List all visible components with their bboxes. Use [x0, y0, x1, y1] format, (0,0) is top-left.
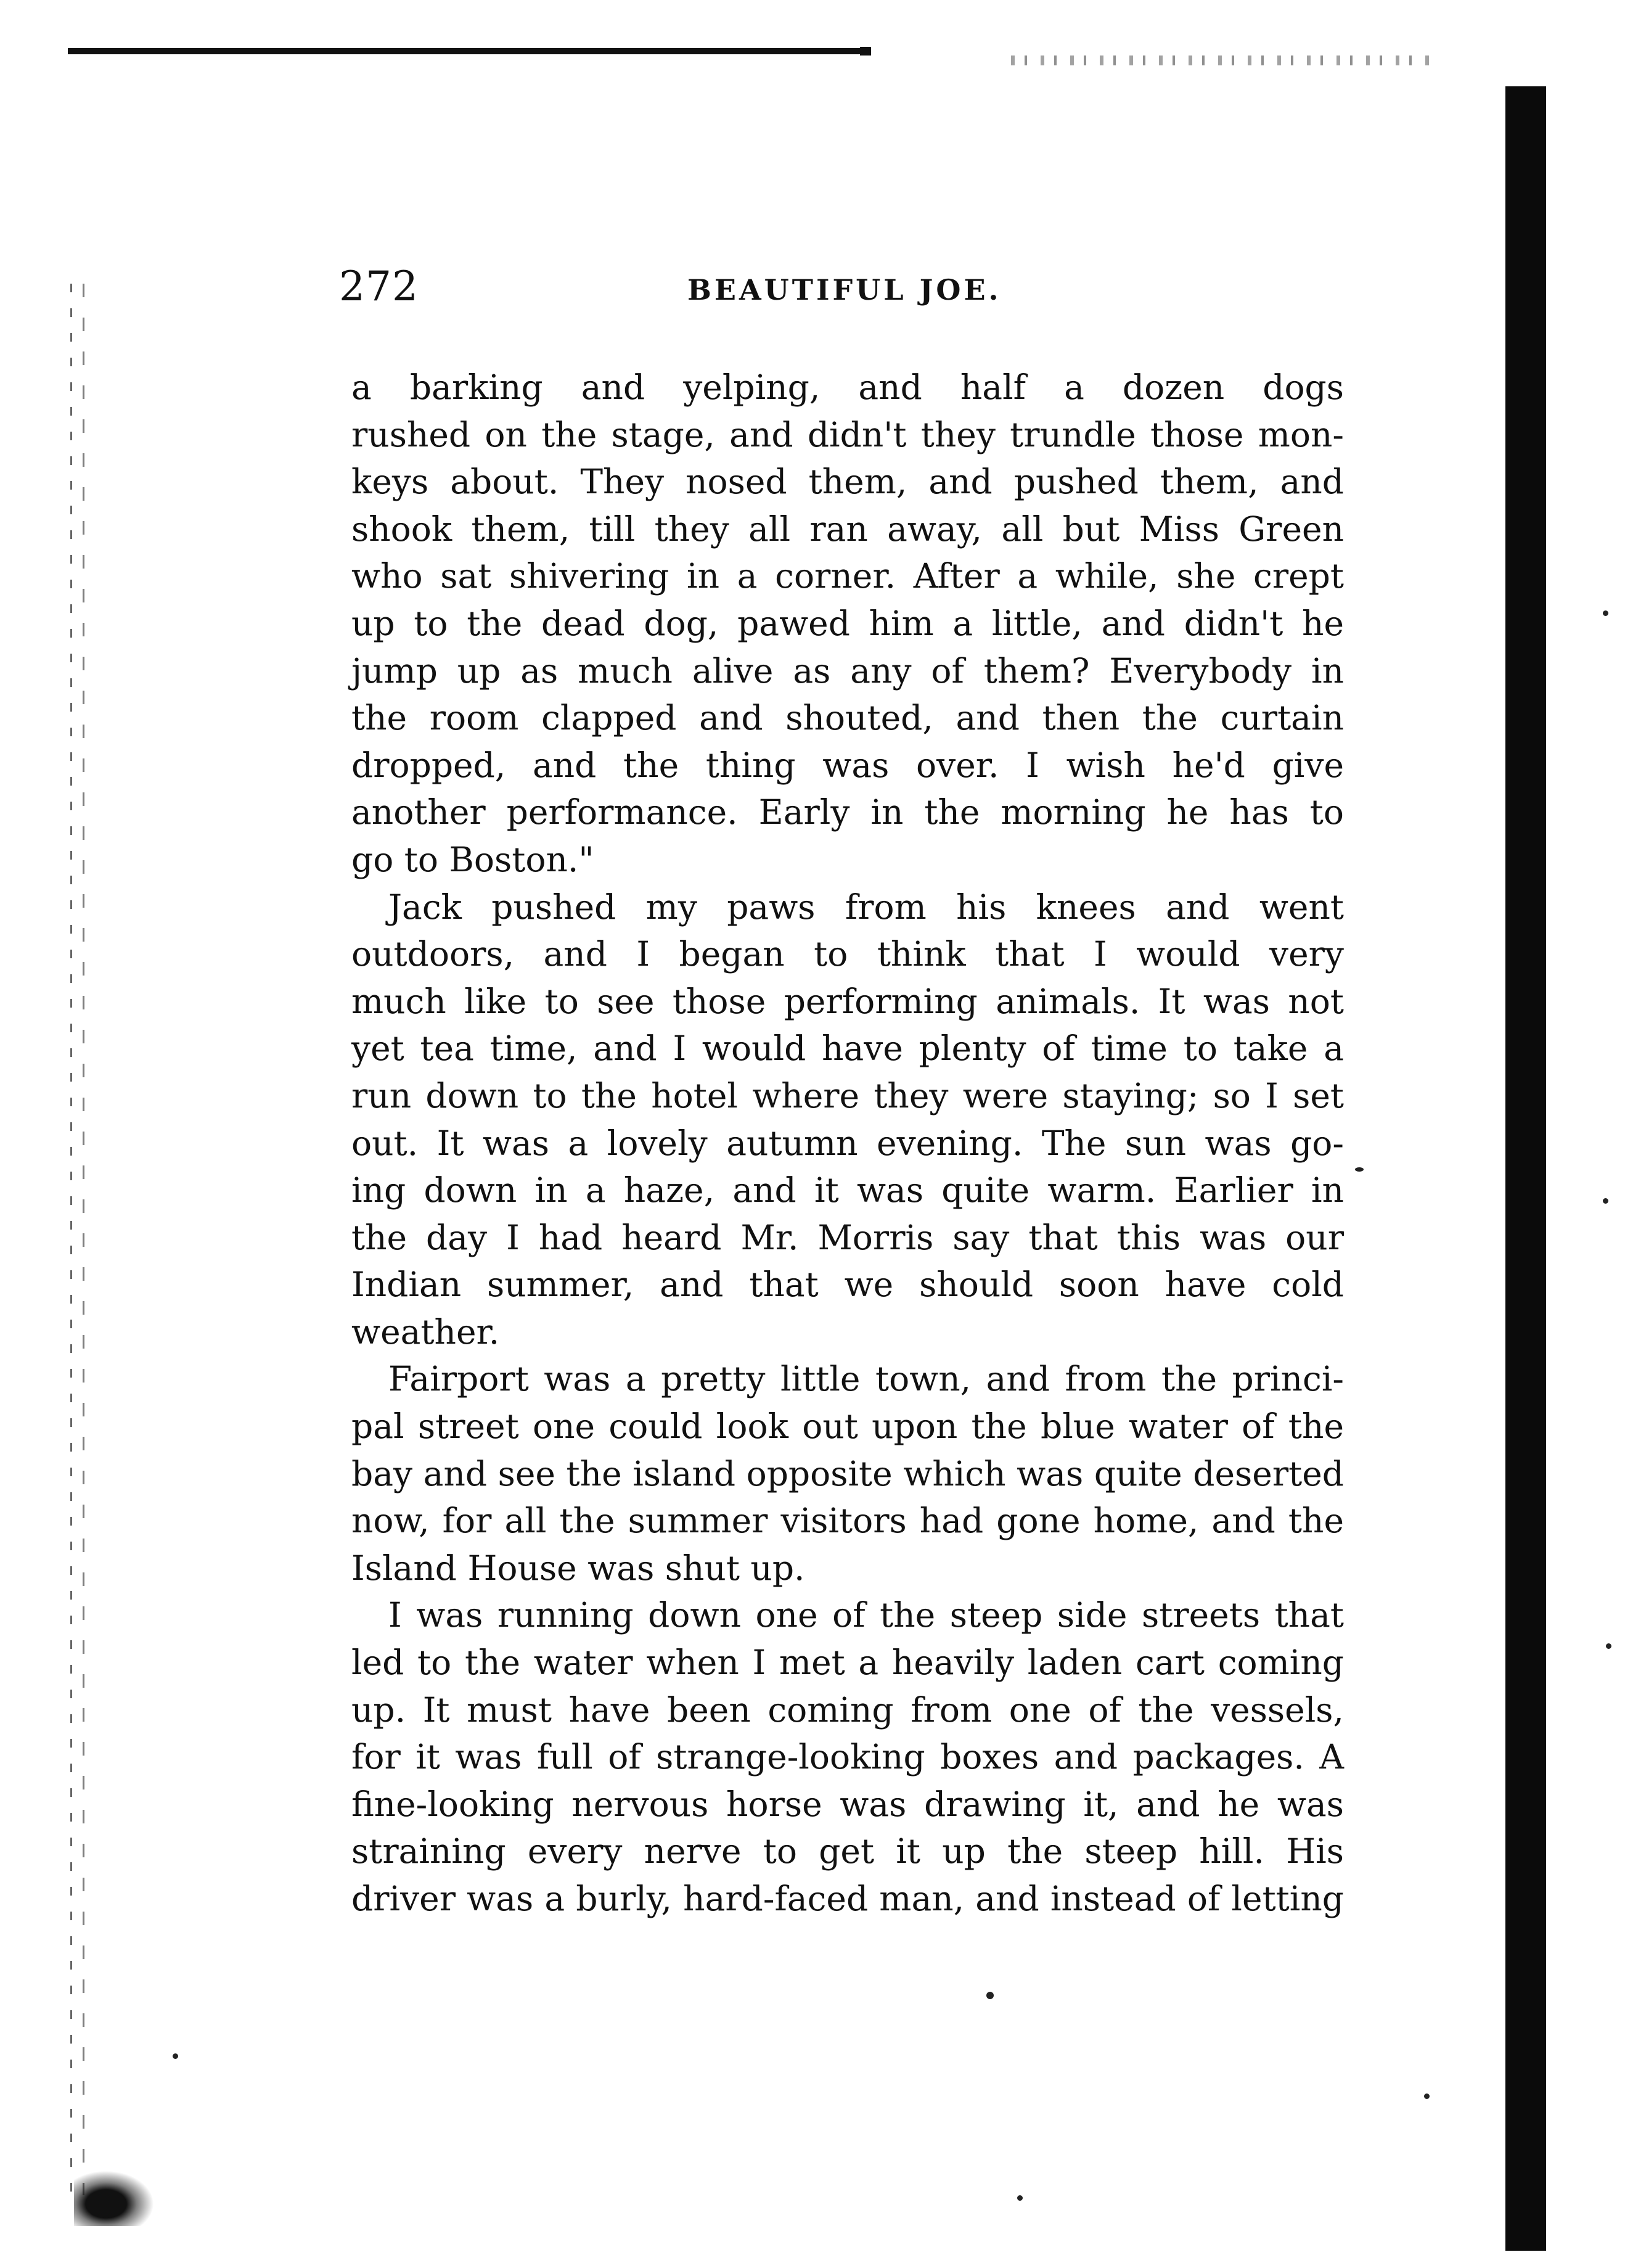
scan-binding-shadow — [1505, 86, 1546, 2251]
scan-top-rule — [68, 48, 869, 54]
text-line: keys about. They nosed them, and pushed them, and — [351, 462, 1344, 502]
text-line: Jack pushed my paws from his knees and went — [388, 887, 1344, 927]
text-line: dropped, and the thing was over. I wish he'd give — [351, 745, 1344, 785]
text-line: led to the water when I met a heavily laden cart coming — [351, 1643, 1344, 1683]
scan-speck — [1606, 1643, 1611, 1649]
text-line: rushed on the stage, and didn't they trundle those mon- — [351, 414, 1344, 454]
running-head — [339, 259, 1350, 314]
scan-speck — [1424, 2093, 1430, 2099]
text-line: now, for all the summer visitors had gone home, and the — [351, 1501, 1344, 1541]
text-line: jump up as much alive as any of them? Everybody in — [351, 651, 1344, 691]
text-line: pal street one could look out upon the blue water of the — [351, 1407, 1344, 1447]
page-number: 272 — [339, 263, 419, 310]
text-line: fine-looking nervous horse was drawing it, and he was — [351, 1784, 1344, 1824]
text-line: weather. — [351, 1312, 500, 1352]
text-line: the day I had heard Mr. Morris say that this was our — [351, 1217, 1344, 1257]
text-line: outdoors, and I began to think that I would very — [351, 934, 1344, 974]
text-line: up to the dead dog, pawed him a little, and didn't he — [351, 603, 1344, 643]
text-line: another performance. Early in the morning he has to — [351, 792, 1344, 832]
text-line: up. It must have been coming from one of the vessels, — [351, 1690, 1344, 1730]
text-line: yet tea time, and I would have plenty of time to take a — [351, 1029, 1344, 1069]
text-line: go to Boston." — [351, 839, 594, 879]
scan-speck — [1355, 1167, 1364, 1172]
running-title: BEAUTIFUL JOE. — [687, 273, 1002, 306]
body-text — [351, 364, 1344, 1923]
text-line: Indian summer, and that we should soon have cold — [351, 1265, 1344, 1305]
text-line: the room clapped and shouted, and then the curtain — [351, 698, 1344, 738]
text-line: out. It was a lovely autumn evening. The sun was go- — [351, 1123, 1344, 1163]
text-line: run down to the hotel where they were staying; so I set — [351, 1075, 1344, 1116]
text-line: Island House was shut up. — [351, 1548, 805, 1588]
text-line: I was running down one of the steep side streets that — [388, 1595, 1344, 1635]
text-line: who sat shivering in a corner. After a while, she crept — [351, 556, 1344, 596]
text-line: driver was a burly, hard-faced man, and instead of letting — [351, 1879, 1344, 1918]
text-line: Fairport was a pretty little town, and from the princi- — [388, 1359, 1344, 1399]
scan-left-margin-marks — [68, 284, 92, 2195]
text-line: straining every nerve to get it up the steep hill. His — [351, 1831, 1344, 1872]
text-line: a barking and yelping, and half a dozen dogs — [351, 368, 1344, 407]
scan-speck — [1603, 1198, 1608, 1204]
scan-bottom-smudge — [74, 2171, 154, 2226]
text-line: much like to see those performing animals. It was not — [351, 981, 1344, 1021]
text-line: bay and see the island opposite which was quite deserted — [351, 1453, 1344, 1494]
scan-speck — [173, 2053, 178, 2059]
text-line: for it was full of strange-looking boxes and packages. A — [351, 1737, 1344, 1777]
text-line: shook them, till they all ran away, all but Miss Green — [351, 509, 1344, 549]
scan-speck — [986, 1992, 994, 1999]
scan-speck — [1603, 610, 1608, 616]
scan-speck — [1017, 2195, 1023, 2201]
scan-top-speckles — [1011, 55, 1430, 65]
text-line: ing down in a haze, and it was quite warm. Earlier in — [351, 1170, 1344, 1210]
scan-top-rule-end — [860, 47, 871, 55]
